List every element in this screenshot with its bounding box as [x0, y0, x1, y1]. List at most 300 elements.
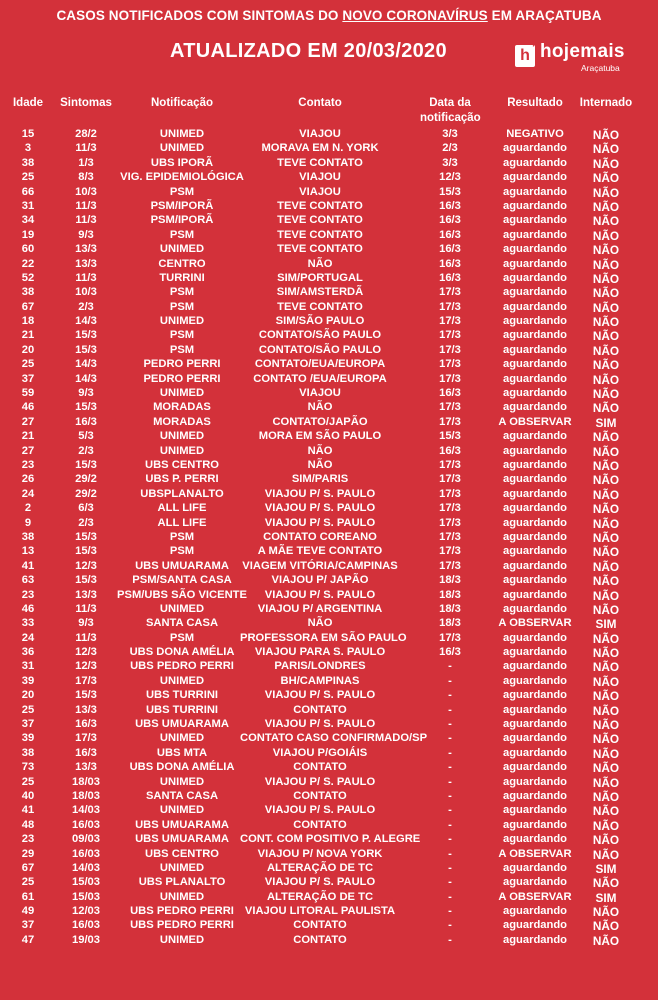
cell-sintomas: 12/3	[75, 646, 97, 659]
table-row	[0, 243, 658, 257]
cell-data: 16/3	[439, 228, 461, 241]
cell-sintomas: 15/3	[75, 343, 97, 356]
cell-notificacao: UNIMED	[159, 602, 205, 615]
cell-resultado: aguardando	[502, 185, 568, 198]
cell-notificacao: UNIMED	[159, 732, 205, 745]
col-header-contato: Contato	[298, 97, 342, 109]
cell-resultado: aguardando	[502, 257, 568, 270]
cell-sintomas: 11/3	[75, 214, 97, 227]
cell-sintomas: 12/3	[75, 660, 97, 673]
cell-resultado: aguardando	[502, 358, 568, 371]
cell-sintomas: 29/2	[75, 473, 97, 486]
cell-resultado: aguardando	[502, 559, 568, 572]
cell-internado: NÃO	[592, 271, 620, 286]
cell-sintomas: 13/3	[75, 257, 97, 270]
cell-data: 18/3	[439, 588, 461, 601]
cell-sintomas: 10/3	[75, 286, 97, 299]
cell-contato: VIAJOU P/ S. PAULO	[264, 876, 376, 889]
cases-table	[0, 128, 658, 948]
cell-contato: VIAJOU P/ ARGENTINA	[257, 602, 383, 615]
cell-sintomas: 2/3	[78, 300, 94, 313]
cell-resultado: aguardando	[502, 602, 568, 615]
cell-internado: NÃO	[592, 358, 620, 373]
cell-data: -	[448, 732, 452, 745]
cell-internado: NÃO	[592, 372, 620, 387]
cell-resultado: aguardando	[502, 300, 568, 313]
table-row	[0, 660, 658, 674]
cell-contato: CONTATO	[293, 761, 347, 774]
cell-notificacao: UNIMED	[159, 804, 205, 817]
cell-sintomas: 16/03	[72, 847, 100, 860]
cell-internado: NÃO	[592, 387, 620, 402]
cell-sintomas: 9/3	[78, 228, 94, 241]
cell-notificacao: PSM/UBS SÃO VICENTE	[117, 588, 247, 601]
cell-data: 16/3	[439, 243, 461, 256]
cell-idade: 52	[21, 271, 35, 284]
cell-contato: MORAVA EM N. YORK	[261, 142, 379, 155]
cell-data: -	[448, 933, 452, 946]
cell-contato: SIM/PORTUGAL	[277, 271, 363, 284]
cell-data: -	[448, 919, 452, 932]
cell-notificacao: SANTA CASA	[145, 789, 219, 802]
cell-data: 17/3	[439, 358, 461, 371]
cell-contato: VIAJOU P/ S. PAULO	[264, 804, 376, 817]
cell-idade: 29	[21, 847, 35, 860]
cell-idade: 37	[21, 718, 35, 731]
cell-notificacao: UBS MTA	[156, 746, 208, 759]
cell-contato: NÃO	[307, 617, 333, 630]
cell-notificacao: UNIMED	[159, 142, 205, 155]
table-row	[0, 632, 658, 646]
col-header-sintomas: Sintomas	[60, 97, 112, 109]
table-row	[0, 718, 658, 732]
cell-internado: NÃO	[592, 574, 620, 589]
cell-notificacao: UBS DONA AMÉLIA	[129, 761, 235, 774]
cell-idade: 21	[21, 430, 35, 443]
cell-sintomas: 14/3	[75, 358, 97, 371]
cell-internado: NÃO	[592, 933, 620, 948]
cell-contato: CONTATO	[293, 933, 347, 946]
cell-internado: NÃO	[592, 516, 620, 531]
cell-sintomas: 15/3	[75, 545, 97, 558]
cell-data: 16/3	[439, 271, 461, 284]
logo-city: Araçatuba	[581, 63, 620, 73]
cell-resultado: aguardando	[502, 214, 568, 227]
table-row	[0, 646, 658, 660]
cell-data: 18/3	[439, 574, 461, 587]
cell-resultado: aguardando	[502, 689, 568, 702]
cell-notificacao: UBSPLANALTO	[140, 487, 224, 500]
cell-resultado: aguardando	[502, 444, 568, 457]
logo-name: hojemais	[540, 41, 625, 62]
cell-sintomas: 17/3	[75, 674, 97, 687]
cell-notificacao: UBS PEDRO PERRI	[130, 919, 234, 932]
cell-sintomas: 17/3	[75, 732, 97, 745]
cell-contato: CONTATO	[293, 703, 347, 716]
cell-notificacao: UBS IPORÃ	[150, 156, 214, 169]
cell-data: 17/3	[439, 487, 461, 500]
cell-notificacao: PSM	[169, 631, 195, 644]
table-row	[0, 286, 658, 300]
cell-idade: 21	[21, 329, 35, 342]
cell-sintomas: 28/2	[75, 128, 97, 140]
cell-internado: NÃO	[592, 315, 620, 330]
cell-resultado: aguardando	[502, 861, 568, 874]
cell-idade: 13	[21, 545, 35, 558]
cell-contato: CONTATO/SÃO PAULO	[258, 329, 382, 342]
cell-idade: 9	[24, 516, 32, 529]
cell-internado: NÃO	[592, 257, 620, 272]
cell-contato: CONTATO	[293, 919, 347, 932]
cell-resultado: aguardando	[502, 271, 568, 284]
table-row	[0, 401, 658, 415]
cell-contato: TEVE CONTATO	[277, 156, 363, 169]
table-row	[0, 689, 658, 703]
cell-resultado: aguardando	[502, 487, 568, 500]
table-row	[0, 603, 658, 617]
cell-data: 18/3	[439, 602, 461, 615]
cell-internado: NÃO	[592, 243, 620, 258]
cell-idade: 39	[21, 732, 35, 745]
table-row	[0, 934, 658, 948]
updated-date: ATUALIZADO EM 20/03/2020	[170, 40, 447, 62]
cell-data: -	[448, 847, 452, 860]
cell-data: 17/3	[439, 286, 461, 299]
cell-contato: ALTERAÇÃO DE TC	[266, 890, 374, 903]
table-row	[0, 531, 658, 545]
cell-internado: NÃO	[592, 804, 620, 819]
cell-data: 12/3	[439, 171, 461, 184]
cell-contato: VIAJOU P/ S. PAULO	[264, 502, 376, 515]
col-header-resultado: Resultado	[507, 97, 563, 109]
cell-contato: VIAJOU P/ S. PAULO	[264, 516, 376, 529]
cell-resultado: aguardando	[502, 761, 568, 774]
cell-sintomas: 15/3	[75, 401, 97, 414]
table-row	[0, 387, 658, 401]
cell-idade: 26	[21, 473, 35, 486]
cell-resultado: aguardando	[502, 631, 568, 644]
cell-sintomas: 18/03	[72, 775, 100, 788]
cell-notificacao: UBS UMUARAMA	[135, 818, 229, 831]
cell-resultado: A OBSERVAR	[498, 847, 572, 860]
cell-sintomas: 15/3	[75, 329, 97, 342]
table-row	[0, 430, 658, 444]
cell-notificacao: PSM	[169, 545, 195, 558]
cell-sintomas: 14/3	[75, 372, 97, 385]
cell-contato: VIAJOU	[299, 171, 341, 184]
cell-contato: VIAJOU P/ NOVA YORK	[257, 847, 383, 860]
table-row	[0, 128, 658, 142]
cell-internado: NÃO	[592, 502, 620, 517]
cell-notificacao: UNIMED	[159, 861, 205, 874]
cell-contato: TEVE CONTATO	[277, 300, 363, 313]
cell-idade: 47	[21, 933, 35, 946]
cell-resultado: aguardando	[502, 789, 568, 802]
table-row	[0, 358, 658, 372]
cell-resultado: aguardando	[502, 516, 568, 529]
cell-internado: NÃO	[592, 343, 620, 358]
table-row	[0, 186, 658, 200]
cell-sintomas: 1/3	[78, 156, 94, 169]
cell-sintomas: 15/03	[72, 876, 100, 889]
cell-resultado: aguardando	[502, 156, 568, 169]
cell-contato: NÃO	[307, 401, 333, 414]
cell-contato: CONTATO COREANO	[263, 530, 377, 543]
cell-data: 16/3	[439, 387, 461, 400]
cell-contato: MORA EM SÃO PAULO	[258, 430, 382, 443]
cell-contato: VIAJOU P/ S. PAULO	[264, 775, 376, 788]
cell-contato: PROFESSORA EM SÃO PAULO	[240, 631, 407, 644]
cell-data: 17/3	[439, 516, 461, 529]
cell-idade: 41	[21, 559, 35, 572]
cell-sintomas: 15/3	[75, 530, 97, 543]
cell-data: 17/3	[439, 502, 461, 515]
cell-notificacao: MORADAS	[153, 401, 211, 414]
table-row	[0, 459, 658, 473]
cell-resultado: aguardando	[502, 199, 568, 212]
cell-idade: 19	[21, 228, 35, 241]
cell-data: -	[448, 761, 452, 774]
cell-idade: 38	[21, 746, 35, 759]
cell-notificacao: PSM	[169, 300, 195, 313]
cell-resultado: aguardando	[502, 876, 568, 889]
cell-sintomas: 15/3	[75, 458, 97, 471]
col-header-idade: Idade	[12, 97, 44, 109]
table-row	[0, 574, 658, 588]
table-row	[0, 905, 658, 919]
cell-sintomas: 11/3	[75, 199, 97, 212]
table-row	[0, 517, 658, 531]
cell-internado: NÃO	[592, 775, 620, 790]
cell-data: -	[448, 689, 452, 702]
cell-sintomas: 12/3	[75, 559, 97, 572]
cell-internado: NÃO	[592, 833, 620, 848]
cell-resultado: aguardando	[502, 574, 568, 587]
cell-idade: 37	[21, 372, 35, 385]
table-row	[0, 416, 658, 430]
cell-internado: NÃO	[592, 128, 620, 142]
cell-sintomas: 14/03	[72, 804, 100, 817]
cell-idade: 59	[21, 387, 35, 400]
cell-notificacao: UNIMED	[159, 243, 205, 256]
cell-contato: VIAJOU P/ S. PAULO	[264, 487, 376, 500]
cell-resultado: aguardando	[502, 329, 568, 342]
cell-internado: NÃO	[592, 847, 620, 862]
cell-contato: BH/CAMPINAS	[280, 674, 360, 687]
cell-resultado: aguardando	[502, 919, 568, 932]
cell-data: 2/3	[442, 142, 458, 155]
cell-sintomas: 2/3	[78, 516, 94, 529]
cell-notificacao: UBS UMUARAMA	[135, 833, 229, 846]
cell-sintomas: 5/3	[78, 430, 94, 443]
cell-resultado: aguardando	[502, 286, 568, 299]
cell-resultado: aguardando	[502, 372, 568, 385]
cell-notificacao: ALL LIFE	[157, 516, 207, 529]
cell-idade: 38	[21, 156, 35, 169]
table-row	[0, 502, 658, 516]
cell-resultado: aguardando	[502, 718, 568, 731]
cell-idade: 60	[21, 243, 35, 256]
table-row	[0, 344, 658, 358]
col-header-notificacao: Notificação	[151, 97, 213, 109]
cell-internado: NÃO	[592, 818, 620, 833]
cell-contato: VIAJOU P/ JAPÃO	[271, 574, 369, 587]
cell-sintomas: 13/3	[75, 761, 97, 774]
cell-idade: 66	[21, 185, 35, 198]
cell-idade: 25	[21, 171, 35, 184]
cell-contato: VIAJOU P/GOIÁIS	[272, 746, 368, 759]
logo-mark-icon: h +	[515, 45, 535, 67]
cell-data: -	[448, 818, 452, 831]
cell-sintomas: 10/3	[75, 185, 97, 198]
cell-sintomas: 2/3	[78, 444, 94, 457]
cell-idade: 36	[21, 646, 35, 659]
cell-notificacao: UNIMED	[159, 430, 205, 443]
cell-idade: 24	[21, 631, 35, 644]
cell-internado: NÃO	[592, 530, 620, 545]
cell-sintomas: 29/2	[75, 487, 97, 500]
cell-notificacao: UBS TURRINI	[145, 703, 219, 716]
cell-resultado: aguardando	[502, 660, 568, 673]
cell-idade: 49	[21, 905, 35, 918]
cell-idade: 73	[21, 761, 35, 774]
cell-sintomas: 11/3	[75, 631, 97, 644]
cell-notificacao: UNIMED	[159, 315, 205, 328]
cell-contato: VIAJOU P/ S. PAULO	[264, 718, 376, 731]
cell-contato: VIAJOU	[299, 128, 341, 140]
cell-notificacao: UNIMED	[159, 775, 205, 788]
cell-notificacao: UBS PEDRO PERRI	[130, 660, 234, 673]
cell-data: 17/3	[439, 458, 461, 471]
cell-data: 17/3	[439, 372, 461, 385]
cell-contato: CONTATO /EUA/EUROPA	[253, 372, 387, 385]
cell-contato: SIM/PARIS	[291, 473, 349, 486]
table-row	[0, 704, 658, 718]
cell-resultado: aguardando	[502, 430, 568, 443]
cell-idade: 67	[21, 300, 35, 313]
cell-contato: NÃO	[307, 458, 333, 471]
cell-idade: 23	[21, 833, 35, 846]
table-row	[0, 545, 658, 559]
cell-idade: 25	[21, 358, 35, 371]
cell-notificacao: PSM/SANTA CASA	[132, 574, 232, 587]
cell-internado: SIM	[595, 861, 617, 876]
cell-contato: SIM/AMSTERDÃ	[276, 286, 364, 299]
cell-idade: 27	[21, 415, 35, 428]
table-row	[0, 171, 658, 185]
table-row	[0, 301, 658, 315]
table-row	[0, 848, 658, 862]
cell-internado: NÃO	[592, 214, 620, 229]
cell-idade: 3	[24, 142, 32, 155]
cell-internado: NÃO	[592, 228, 620, 243]
cell-internado: NÃO	[592, 646, 620, 661]
table-row	[0, 157, 658, 171]
cell-idade: 27	[21, 444, 35, 457]
cell-notificacao: MORADAS	[153, 415, 211, 428]
cell-data: 3/3	[442, 156, 458, 169]
cell-contato: CONTATO/EUA/EUROPA	[254, 358, 386, 371]
cell-resultado: aguardando	[502, 818, 568, 831]
cell-sintomas: 13/3	[75, 703, 97, 716]
cell-sintomas: 14/3	[75, 315, 97, 328]
cell-idade: 46	[21, 602, 35, 615]
cell-contato: CONTATO/SÃO PAULO	[258, 343, 382, 356]
cell-data: -	[448, 861, 452, 874]
cell-idade: 34	[21, 214, 35, 227]
cell-data: 16/3	[439, 214, 461, 227]
cell-idade: 25	[21, 703, 35, 716]
cell-internado: NÃO	[592, 430, 620, 445]
cell-resultado: aguardando	[502, 142, 568, 155]
table-row	[0, 876, 658, 890]
cell-notificacao: UBS CENTRO	[145, 458, 219, 471]
cell-notificacao: UNIMED	[159, 674, 205, 687]
cell-notificacao: UBS UMUARAMA	[135, 559, 229, 572]
cell-notificacao: PSM/IPORÃ	[150, 199, 214, 212]
cell-idade: 25	[21, 775, 35, 788]
table-row	[0, 373, 658, 387]
cell-idade: 41	[21, 804, 35, 817]
cell-data: 16/3	[439, 199, 461, 212]
cell-internado: NÃO	[592, 286, 620, 301]
cell-internado: NÃO	[592, 588, 620, 603]
col-header-data: Data da notificação	[420, 97, 481, 124]
cell-sintomas: 15/03	[72, 890, 100, 903]
cell-idade: 23	[21, 458, 35, 471]
cell-sintomas: 11/3	[75, 142, 97, 155]
cell-sintomas: 15/3	[75, 689, 97, 702]
cell-internado: NÃO	[592, 746, 620, 761]
table-row	[0, 747, 658, 761]
cell-resultado: A OBSERVAR	[498, 890, 572, 903]
cell-internado: NÃO	[592, 876, 620, 891]
cell-notificacao: UBS DONA AMÉLIA	[129, 646, 235, 659]
cell-resultado: aguardando	[502, 343, 568, 356]
cell-idade: 2	[24, 502, 32, 515]
cell-notificacao: UNIMED	[159, 890, 205, 903]
cell-notificacao: PSM	[169, 329, 195, 342]
cell-internado: SIM	[595, 617, 617, 632]
table-row	[0, 732, 658, 746]
cell-internado: NÃO	[592, 631, 620, 646]
cell-idade: 46	[21, 401, 35, 414]
cell-idade: 67	[21, 861, 35, 874]
table-row	[0, 329, 658, 343]
cell-sintomas: 16/03	[72, 919, 100, 932]
cell-internado: NÃO	[592, 329, 620, 344]
cell-contato: VIAJOU	[299, 387, 341, 400]
cell-idade: 61	[21, 890, 35, 903]
cell-data: -	[448, 718, 452, 731]
cell-resultado: aguardando	[502, 473, 568, 486]
cell-internado: SIM	[595, 415, 617, 430]
cell-data: -	[448, 775, 452, 788]
cell-notificacao: PSM	[169, 185, 195, 198]
cell-sintomas: 11/3	[75, 271, 97, 284]
table-row	[0, 560, 658, 574]
cell-notificacao: PSM	[169, 286, 195, 299]
cell-sintomas: 16/03	[72, 818, 100, 831]
cell-data: -	[448, 804, 452, 817]
cell-internado: NÃO	[592, 458, 620, 473]
cell-contato: SIM/SÃO PAULO	[275, 315, 365, 328]
cell-internado: NÃO	[592, 689, 620, 704]
cell-data: 17/3	[439, 300, 461, 313]
table-row	[0, 919, 658, 933]
cell-notificacao: SANTA CASA	[145, 617, 219, 630]
cell-data: 15/3	[439, 430, 461, 443]
